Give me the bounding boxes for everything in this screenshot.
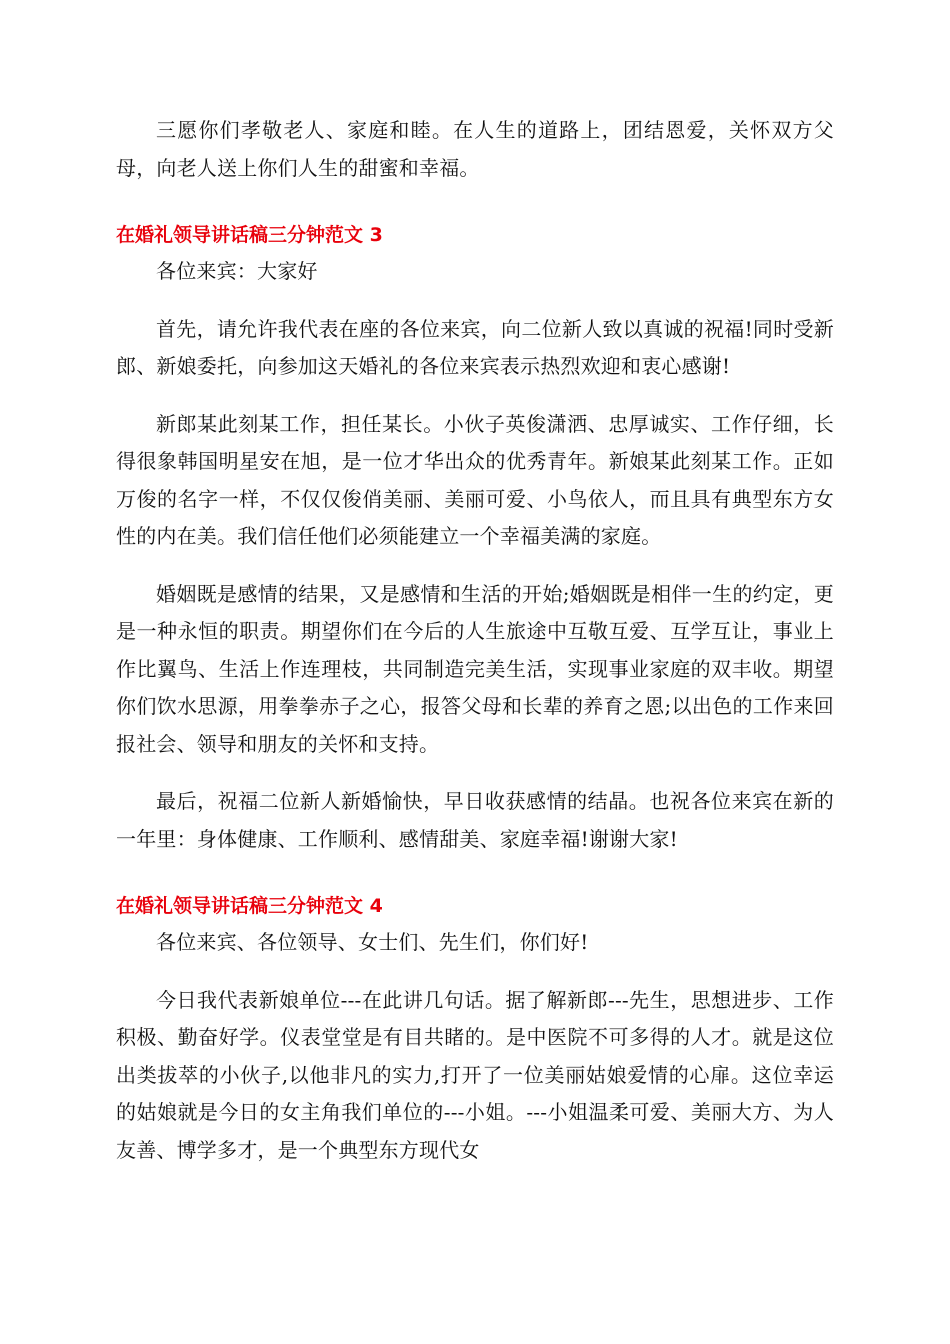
section-heading: 在婚礼领导讲话稿三分钟范文 3: [116, 224, 383, 246]
section-heading: 在婚礼领导讲话稿三分钟范文 4: [116, 895, 383, 917]
paragraph: 首先，请允许我代表在座的各位来宾，向二位新人致以真诚的祝福!同时受新郎、新娘委托，向参加这天婚礼的各位来宾表示热烈欢迎和衷心感谢!: [116, 316, 834, 378]
paragraph: 最后，祝福二位新人新婚愉快，早日收获感情的结晶。也祝各位来宾在新的一年里：身体健康、工作顺利、感情甜美、家庭幸福!谢谢大家!: [116, 789, 834, 851]
paragraph: 新郎某此刻某工作，担任某长。小伙子英俊潇洒、忠厚诚实、工作仔细，长得很象韩国明星安在旭，是一位才华出众的优秀青年。新娘某此刻某工作。正如万俊的名字一样，不仅仅俊俏美丽、美丽可爱、小鸟依人，而且具有典型东方女性的内在美。我们信任他们必须能建立一个幸福美满的家庭。: [116, 411, 834, 548]
paragraph: 各位来宾：大家好: [156, 259, 318, 283]
paragraph: 三愿你们孝敬老人、家庭和睦。在人生的道路上，团结恩爱，关怀双方父母，向老人送上你们人生的甜蜜和幸福。: [116, 118, 834, 180]
paragraph: 各位来宾、各位领导、女士们、先生们，你们好!: [156, 930, 589, 954]
paragraph: 今日我代表新娘单位---在此讲几句话。据了解新郎---先生，思想进步、工作积极、勤奋好学。仪表堂堂是有目共睹的。是中医院不可多得的人才。就是这位出类拔萃的小伙子,以他非凡的实力,打开了一位美丽姑娘爱情的心扉。这位幸运的姑娘就是今日的女主角我们单位的---小姐。---小姐温柔可爱、美丽大方、为人友善、博学多才，是一个典型东方现代女: [116, 987, 834, 1162]
document-page: [116, 112, 834, 1169]
paragraph: 婚姻既是感情的结果，又是感情和生活的开始;婚姻既是相伴一生的约定，更是一种永恒的职责。期望你们在今后的人生旅途中互敬互爱、互学互让，事业上作比翼鸟、生活上作连理枝，共同制造完美生活，实现事业家庭的双丰收。期望你们饮水思源，用拳拳赤子之心，报答父母和长辈的养育之恩;以出色的工作来回报社会、领导和朋友的关怀和支持。: [116, 581, 834, 756]
